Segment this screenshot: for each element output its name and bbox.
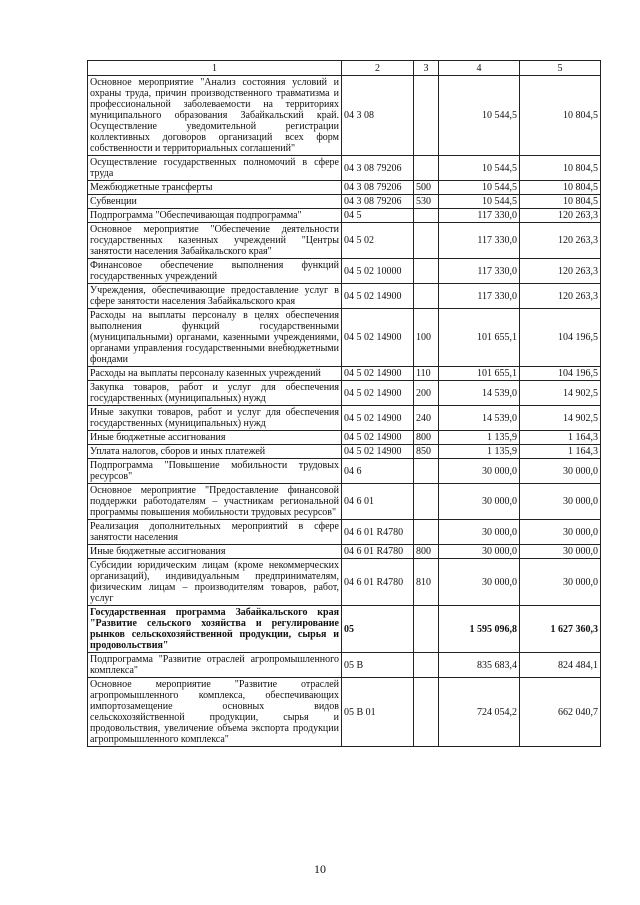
table-row — [88, 484, 601, 520]
cell-code: 05 В 01 — [342, 678, 414, 747]
cell-code: 04 6 01 R4780 — [342, 545, 414, 559]
cell-year1: 30 000,0 — [439, 520, 520, 545]
cell-name: Подпрограмма "Развитие отраслей агропромышленного комплекса" — [88, 653, 342, 678]
cell-vr: 800 — [414, 431, 439, 445]
cell-year1: 10 544,5 — [439, 156, 520, 181]
table-row — [88, 653, 601, 678]
cell-name: Государственная программа Забайкальского края "Развитие сельского хозяйства и регулирование рынков сельскохозяйственной продукции, сырья и продовольствия" — [88, 606, 342, 653]
cell-vr: 200 — [414, 381, 439, 406]
cell-year1: 101 655,1 — [439, 367, 520, 381]
cell-year1: 117 330,0 — [439, 209, 520, 223]
table-row — [88, 406, 601, 431]
cell-code: 04 3 08 79206 — [342, 195, 414, 209]
cell-year1: 30 000,0 — [439, 459, 520, 484]
cell-year2: 1 164,3 — [520, 445, 601, 459]
table-row — [88, 678, 601, 747]
cell-code: 04 5 — [342, 209, 414, 223]
cell-code: 04 5 02 10000 — [342, 259, 414, 284]
table-row — [88, 156, 601, 181]
cell-code: 04 5 02 14900 — [342, 406, 414, 431]
header-col-name: 1 — [88, 61, 342, 76]
cell-year2: 10 804,5 — [520, 76, 601, 156]
cell-name: Расходы на выплаты персоналу казенных учреждений — [88, 367, 342, 381]
table-row — [88, 367, 601, 381]
cell-vr: 800 — [414, 545, 439, 559]
cell-code: 04 5 02 14900 — [342, 381, 414, 406]
header-col-vr: 3 — [414, 61, 439, 76]
table-row — [88, 445, 601, 459]
cell-year1: 117 330,0 — [439, 284, 520, 309]
cell-code: 04 5 02 14900 — [342, 309, 414, 367]
cell-name: Субвенции — [88, 195, 342, 209]
cell-code: 04 5 02 14900 — [342, 445, 414, 459]
cell-code: 04 3 08 — [342, 76, 414, 156]
header-col-year1: 4 — [439, 61, 520, 76]
table-row — [88, 76, 601, 156]
cell-name: Иные бюджетные ассигнования — [88, 545, 342, 559]
cell-year1: 10 544,5 — [439, 195, 520, 209]
cell-name: Основное мероприятие "Обеспечение деятельности государственных казенных учреждений "Центры занятости населения Забайкальского края" — [88, 223, 342, 259]
table-row — [88, 209, 601, 223]
cell-name: Осуществление государственных полномочий в сфере труда — [88, 156, 342, 181]
cell-code: 04 3 08 79206 — [342, 156, 414, 181]
cell-code: 04 6 01 R4780 — [342, 520, 414, 545]
cell-year2: 30 000,0 — [520, 520, 601, 545]
cell-name: Реализация дополнительных мероприятий в сфере занятости населения — [88, 520, 342, 545]
cell-year2: 824 484,1 — [520, 653, 601, 678]
cell-year1: 10 544,5 — [439, 76, 520, 156]
cell-name: Субсидии юридическим лицам (кроме некоммерческих организаций), индивидуальным предпринимателям, физическим лицам – производителям товаров, работ, услуг — [88, 559, 342, 606]
cell-year1: 724 054,2 — [439, 678, 520, 747]
cell-code: 04 6 01 R4780 — [342, 559, 414, 606]
cell-code: 04 5 02 14900 — [342, 431, 414, 445]
cell-name: Подпрограмма "Обеспечивающая подпрограмма" — [88, 209, 342, 223]
cell-vr — [414, 520, 439, 545]
cell-year2: 104 196,5 — [520, 309, 601, 367]
cell-year2: 30 000,0 — [520, 484, 601, 520]
table-row — [88, 520, 601, 545]
table-row — [88, 559, 601, 606]
cell-vr — [414, 156, 439, 181]
cell-code: 04 6 01 — [342, 484, 414, 520]
cell-code: 05 В — [342, 653, 414, 678]
cell-name: Иные закупки товаров, работ и услуг для обеспечения государственных (муниципальных) нужд — [88, 406, 342, 431]
cell-year2: 10 804,5 — [520, 181, 601, 195]
table-body — [88, 61, 601, 747]
table-row — [88, 309, 601, 367]
cell-year2: 14 902,5 — [520, 406, 601, 431]
cell-vr — [414, 259, 439, 284]
cell-year1: 1 135,9 — [439, 445, 520, 459]
cell-year2: 30 000,0 — [520, 545, 601, 559]
cell-code: 04 6 — [342, 459, 414, 484]
cell-name: Закупка товаров, работ и услуг для обеспечения государственных (муниципальных) нужд — [88, 381, 342, 406]
cell-vr: 850 — [414, 445, 439, 459]
cell-vr: 110 — [414, 367, 439, 381]
cell-year2: 10 804,5 — [520, 156, 601, 181]
cell-vr — [414, 284, 439, 309]
cell-year1: 1 595 096,8 — [439, 606, 520, 653]
cell-vr — [414, 484, 439, 520]
cell-name: Иные бюджетные ассигнования — [88, 431, 342, 445]
cell-year2: 30 000,0 — [520, 559, 601, 606]
cell-vr — [414, 209, 439, 223]
table-row — [88, 545, 601, 559]
cell-name: Расходы на выплаты персоналу в целях обеспечения выполнения функций государственными (муниципальными) органами, казенными учреждениями, органами управления государственными внебюджетными фондами — [88, 309, 342, 367]
cell-year2: 662 040,7 — [520, 678, 601, 747]
cell-year1: 10 544,5 — [439, 181, 520, 195]
cell-year1: 30 000,0 — [439, 559, 520, 606]
cell-year1: 30 000,0 — [439, 545, 520, 559]
table-row — [88, 606, 601, 653]
cell-vr — [414, 606, 439, 653]
cell-name: Основное мероприятие "Анализ состояния условий и охраны труда, причин производственного травматизма и профессиональной заболеваемости на территориях муниципального образования Забайкальский край. Осуществление уведомительной регистрации коллективных договоров организаций всех форм собственности и территориальных соглашений" — [88, 76, 342, 156]
cell-year2: 120 263,3 — [520, 284, 601, 309]
cell-name: Основное мероприятие "Развитие отраслей агропромышленного комплекса, обеспечивающих импортозамещение основных видов сельскохозяйственной продукции, сырья и продовольствия, увеличение объема экспорта продукции агропромышленного комплекса" — [88, 678, 342, 747]
cell-vr — [414, 678, 439, 747]
cell-vr: 240 — [414, 406, 439, 431]
page-number: 10 — [314, 862, 326, 876]
header-col-code: 2 — [342, 61, 414, 76]
header-col-year2: 5 — [520, 61, 601, 76]
cell-vr: 500 — [414, 181, 439, 195]
cell-vr — [414, 76, 439, 156]
cell-year1: 14 539,0 — [439, 381, 520, 406]
cell-code: 04 3 08 79206 — [342, 181, 414, 195]
cell-year1: 117 330,0 — [439, 223, 520, 259]
cell-name: Уплата налогов, сборов и иных платежей — [88, 445, 342, 459]
table-row — [88, 195, 601, 209]
cell-year1: 1 135,9 — [439, 431, 520, 445]
cell-name: Основное мероприятие "Предоставление финансовой поддержки работодателям – участникам региональной программы повышения мобильности трудовых ресурсов" — [88, 484, 342, 520]
cell-year1: 30 000,0 — [439, 484, 520, 520]
cell-year2: 10 804,5 — [520, 195, 601, 209]
cell-year2: 120 263,3 — [520, 223, 601, 259]
table-row — [88, 431, 601, 445]
cell-year2: 1 627 360,3 — [520, 606, 601, 653]
cell-year2: 30 000,0 — [520, 459, 601, 484]
cell-name: Финансовое обеспечение выполнения функций государственных учреждений — [88, 259, 342, 284]
cell-vr — [414, 223, 439, 259]
cell-name: Подпрограмма "Повышение мобильности трудовых ресурсов" — [88, 459, 342, 484]
table-row — [88, 381, 601, 406]
cell-vr — [414, 653, 439, 678]
cell-year1: 14 539,0 — [439, 406, 520, 431]
table-row — [88, 223, 601, 259]
cell-vr: 810 — [414, 559, 439, 606]
table-row — [88, 284, 601, 309]
cell-year2: 1 164,3 — [520, 431, 601, 445]
cell-code: 04 5 02 — [342, 223, 414, 259]
table-row — [88, 459, 601, 484]
table-header-row — [88, 61, 601, 76]
cell-code: 04 5 02 14900 — [342, 284, 414, 309]
cell-year2: 104 196,5 — [520, 367, 601, 381]
table-row — [88, 181, 601, 195]
cell-year2: 120 263,3 — [520, 259, 601, 284]
cell-code: 04 5 02 14900 — [342, 367, 414, 381]
budget-table — [87, 60, 601, 747]
table-row — [88, 259, 601, 284]
cell-vr: 100 — [414, 309, 439, 367]
cell-year2: 120 263,3 — [520, 209, 601, 223]
cell-year1: 835 683,4 — [439, 653, 520, 678]
cell-vr: 530 — [414, 195, 439, 209]
cell-name: Межбюджетные трансферты — [88, 181, 342, 195]
cell-year1: 117 330,0 — [439, 259, 520, 284]
cell-year1: 101 655,1 — [439, 309, 520, 367]
cell-name: Учреждения, обеспечивающие предоставление услуг в сфере занятости населения Забайкальского края — [88, 284, 342, 309]
cell-code: 05 — [342, 606, 414, 653]
cell-year2: 14 902,5 — [520, 381, 601, 406]
cell-vr — [414, 459, 439, 484]
